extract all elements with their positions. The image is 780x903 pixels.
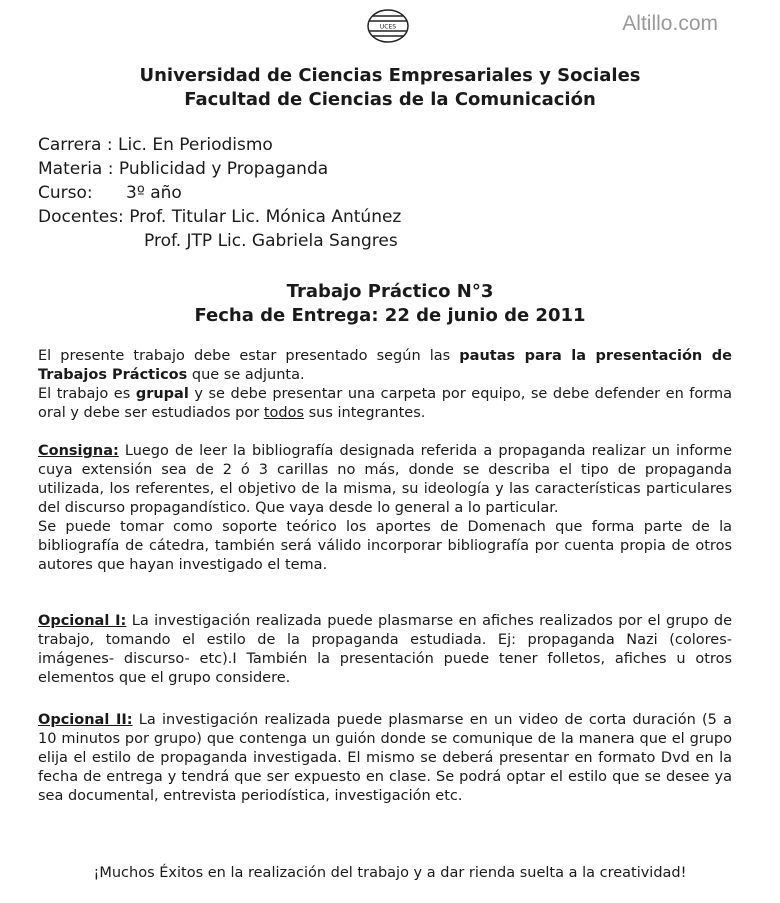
consigna-text: Luego de leer la bibliografía designada referida a propaganda realizar un informe cuya extensión sea de 2 ó 3 carillas no más, donde se describa el tipo de propaganda utilizada, los referentes, el objetivo de la misma, su ideología y las características particulares del discurso propagandístico. Que vaya desde lo general a lo particular. [38,443,732,516]
watermark: Altillo.com [622,12,718,35]
docentes-row [38,205,401,229]
intro-text: El trabajo es [38,386,136,402]
intro-text: y se debe presentar una carpeta por equipo, se debe defender en forma oral y debe ser estudiados por [38,386,732,421]
opcional-1-paragraph [38,612,732,688]
consigna-heading: Consigna: [38,443,119,459]
intro-text: que se adjunta. [187,367,305,383]
carrera-label: Carrera : [38,135,113,155]
guidelines-emphasis: pautas para la presentación de Trabajos Prácticos [38,348,732,383]
opcional-2-text: La investigación realizada puede plasmarse en un video de corta duración (5 a 10 minutos por grupo) que contenga un guión donde se comunique de la manera que el grupo elija el estilo de propaganda investigada. El mismo se deberá presentar en formato Dvd en la fecha de entrega y tendrá que ser expuesto en clase. Se podrá optar el estilo que se desee ya sea documental, entrevista periodística, investigación etc. [38,712,733,804]
docente-jtp: Prof. JTP Lic. Gabriela Sangres [144,231,398,251]
docente-titular: Prof. Titular Lic. Mónica Antúnez [129,207,402,227]
opcional-2-heading: Opcional II: [38,712,133,728]
docentes-label: Docentes: [38,207,124,227]
intro-text: El presente trabajo debe estar presentado según las [38,348,460,364]
university-name: Universidad de Ciencias Empresariales y Sociales [139,65,641,86]
header [0,64,780,112]
carrera-row [38,133,401,157]
svg-text:UCES: UCES [379,23,397,31]
opcional-1-text: La investigación realizada puede plasmarse en afiches realizados por el grupo de trabajo, tomando el estilo de la propaganda estudiada. Ej: propaganda Nazi (colores- imágenes- discurso- etc).I También la presentación puede tener folletos, afiches u otros elementos que el grupo considere. [38,613,732,686]
intro-text: sus integrantes. [304,405,426,421]
curso-value: 3º año [126,183,182,203]
grupal-emphasis: grupal [135,386,189,402]
consigna-text-2: Se puede tomar como soporte teórico los aportes de Domenach que forma parte de la bibliografía de cátedra, también será válido incorporar bibliografía por cuenta propia de otros autores que hayan investigado el tema. [38,519,732,573]
consigna-paragraph [38,442,732,575]
course-info [38,133,401,253]
intro-paragraph [38,347,732,423]
docente-jtp-row [38,229,401,253]
due-date-line: Fecha de Entrega: 22 de junio de 2011 [194,305,586,326]
curso-row [38,181,401,205]
opcional-1-heading: Opcional I: [38,613,127,629]
faculty-name: Facultad de Ciencias de la Comunicación [184,89,596,110]
materia-value: Publicidad y Propaganda [118,159,329,179]
curso-label: Curso: [38,183,93,203]
carrera-value: Lic. En Periodismo [118,135,273,155]
todos-underlined: todos [263,405,304,421]
document-title [0,280,780,328]
university-logo [366,8,410,44]
title-line: Trabajo Práctico N°3 [286,281,494,302]
materia-label: Materia : [38,159,114,179]
closing-message: ¡Muchos Éxitos en la realización del trabajo y a dar rienda suelta a la creatividad! [93,865,687,881]
materia-row [38,157,401,181]
opcional-2-paragraph [38,711,732,806]
